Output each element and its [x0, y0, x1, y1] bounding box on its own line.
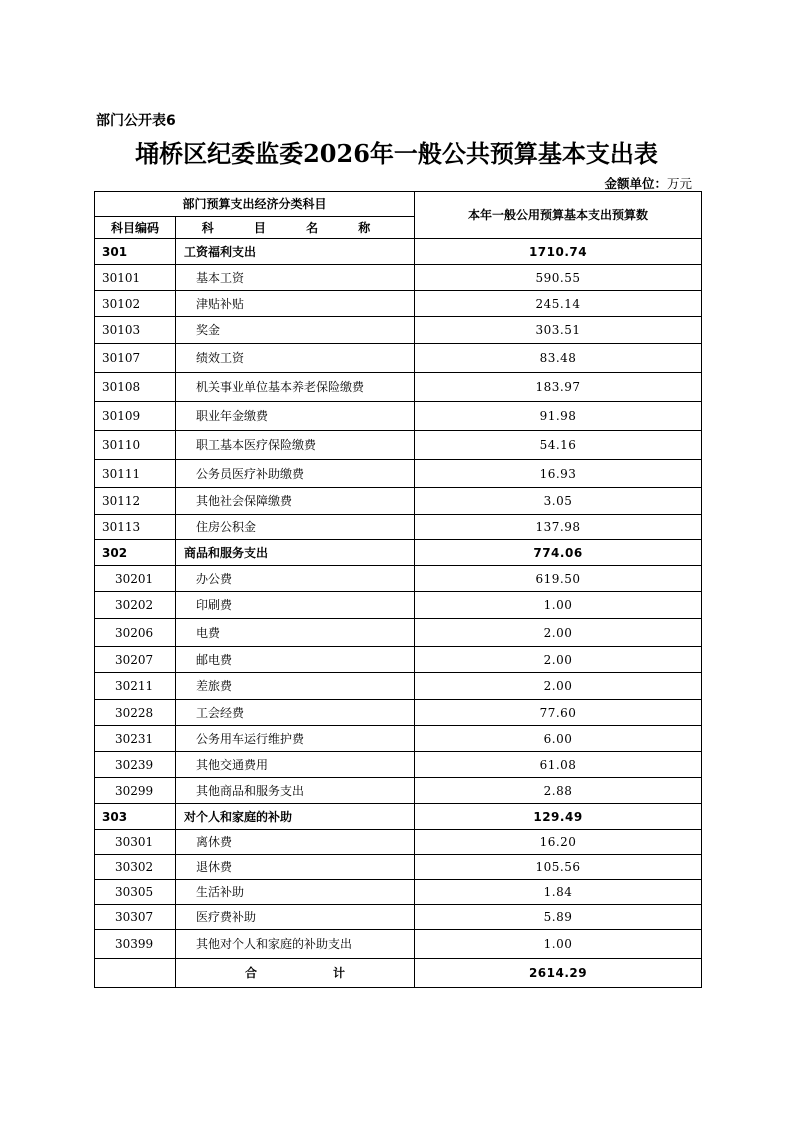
section-code: 302	[95, 540, 176, 566]
item-code: 30109	[95, 402, 176, 431]
item-amount: 2.00	[415, 619, 702, 647]
item-name: 电费	[176, 619, 415, 647]
table-row	[95, 673, 702, 700]
item-amount: 1.84	[415, 880, 702, 905]
item-name: 绩效工资	[176, 344, 415, 373]
item-amount: 5.89	[415, 905, 702, 930]
section-name: 对个人和家庭的补助	[176, 804, 415, 830]
total-blank	[95, 959, 176, 988]
item-amount: 16.93	[415, 460, 702, 488]
item-code: 30202	[95, 592, 176, 619]
section-name: 商品和服务支出	[176, 540, 415, 566]
section-row	[95, 540, 702, 566]
table-body	[95, 192, 702, 988]
item-code: 30207	[95, 647, 176, 673]
total-amount: 2614.29	[415, 959, 702, 988]
table-row	[95, 778, 702, 804]
total-label: 合 计	[245, 966, 345, 980]
item-code: 30101	[95, 265, 176, 291]
section-amount: 1710.74	[415, 239, 702, 265]
item-name: 住房公积金	[176, 515, 415, 540]
item-amount: 105.56	[415, 855, 702, 880]
table-row	[95, 700, 702, 726]
table-row	[95, 488, 702, 515]
item-code: 30211	[95, 673, 176, 700]
unit-value: 万元	[666, 176, 692, 191]
section-amount: 129.49	[415, 804, 702, 830]
table-row	[95, 905, 702, 930]
table-row	[95, 402, 702, 431]
table-row	[95, 855, 702, 880]
item-name: 退休费	[176, 855, 415, 880]
item-code: 30305	[95, 880, 176, 905]
table-row	[95, 317, 702, 344]
item-code: 30103	[95, 317, 176, 344]
table-row	[95, 344, 702, 373]
item-code: 30231	[95, 726, 176, 752]
item-amount: 245.14	[415, 291, 702, 317]
unit-note	[604, 174, 692, 192]
table-row	[95, 431, 702, 460]
table-row	[95, 291, 702, 317]
table-row	[95, 880, 702, 905]
item-code: 30206	[95, 619, 176, 647]
item-name: 职工基本医疗保险缴费	[176, 431, 415, 460]
total-row	[95, 959, 702, 988]
item-name: 其他交通费用	[176, 752, 415, 778]
unit-label: 金额单位：	[604, 176, 667, 191]
item-name: 其他商品和服务支出	[176, 778, 415, 804]
item-amount: 16.20	[415, 830, 702, 855]
item-name: 印刷费	[176, 592, 415, 619]
header-code: 科目编码	[95, 217, 176, 239]
item-name: 离休费	[176, 830, 415, 855]
item-name: 机关事业单位基本养老保险缴费	[176, 373, 415, 402]
item-amount: 6.00	[415, 726, 702, 752]
section-name: 工资福利支出	[176, 239, 415, 265]
item-amount: 183.97	[415, 373, 702, 402]
item-code: 30108	[95, 373, 176, 402]
section-row	[95, 239, 702, 265]
table-row	[95, 265, 702, 291]
table-row	[95, 619, 702, 647]
section-code: 301	[95, 239, 176, 265]
item-name: 其他社会保障缴费	[176, 488, 415, 515]
item-amount: 2.00	[415, 647, 702, 673]
item-name: 基本工资	[176, 265, 415, 291]
item-amount: 137.98	[415, 515, 702, 540]
item-code: 30201	[95, 566, 176, 592]
table-row	[95, 930, 702, 959]
item-code: 30112	[95, 488, 176, 515]
item-amount: 61.08	[415, 752, 702, 778]
item-amount: 2.00	[415, 673, 702, 700]
table-row	[95, 830, 702, 855]
item-name: 奖金	[176, 317, 415, 344]
item-amount: 83.48	[415, 344, 702, 373]
header-amount: 本年一般公用预算基本支出预算数	[415, 192, 702, 239]
item-amount: 303.51	[415, 317, 702, 344]
budget-table	[94, 191, 702, 988]
item-code: 30107	[95, 344, 176, 373]
item-code: 30102	[95, 291, 176, 317]
item-name: 其他对个人和家庭的补助支出	[176, 930, 415, 959]
item-code: 30239	[95, 752, 176, 778]
total-label-cell	[176, 959, 415, 988]
item-amount: 77.60	[415, 700, 702, 726]
table-row	[95, 460, 702, 488]
item-amount: 91.98	[415, 402, 702, 431]
table-row	[95, 373, 702, 402]
item-code: 30228	[95, 700, 176, 726]
item-code: 30113	[95, 515, 176, 540]
item-code: 30399	[95, 930, 176, 959]
item-code: 30111	[95, 460, 176, 488]
item-code: 30299	[95, 778, 176, 804]
item-amount: 619.50	[415, 566, 702, 592]
item-amount: 54.16	[415, 431, 702, 460]
table-row	[95, 515, 702, 540]
section-code: 303	[95, 804, 176, 830]
item-amount: 1.00	[415, 592, 702, 619]
item-code: 30307	[95, 905, 176, 930]
page-title: 埇桥区纪委监委2026年一般公共预算基本支出表	[135, 139, 658, 168]
item-amount: 3.05	[415, 488, 702, 515]
item-code: 30301	[95, 830, 176, 855]
item-name: 津贴补贴	[176, 291, 415, 317]
item-name: 生活补助	[176, 880, 415, 905]
table-row	[95, 592, 702, 619]
header-name: 科 目 名 称	[176, 217, 415, 239]
item-code: 30110	[95, 431, 176, 460]
header-group: 部门预算支出经济分类科目	[95, 192, 415, 217]
item-name: 公务用车运行维护费	[176, 726, 415, 752]
item-name: 办公费	[176, 566, 415, 592]
table-row	[95, 566, 702, 592]
header-row-top	[95, 192, 702, 217]
item-amount: 2.88	[415, 778, 702, 804]
section-row	[95, 804, 702, 830]
item-name: 医疗费补助	[176, 905, 415, 930]
item-code: 30302	[95, 855, 176, 880]
table-row	[95, 752, 702, 778]
item-name: 邮电费	[176, 647, 415, 673]
item-name: 公务员医疗补助缴费	[176, 460, 415, 488]
table-row	[95, 647, 702, 673]
item-name: 职业年金缴费	[176, 402, 415, 431]
item-amount: 590.55	[415, 265, 702, 291]
table-row	[95, 726, 702, 752]
item-name: 差旅费	[176, 673, 415, 700]
document-label: 部门公开表6	[96, 113, 176, 129]
section-amount: 774.06	[415, 540, 702, 566]
item-name: 工会经费	[176, 700, 415, 726]
item-amount: 1.00	[415, 930, 702, 959]
